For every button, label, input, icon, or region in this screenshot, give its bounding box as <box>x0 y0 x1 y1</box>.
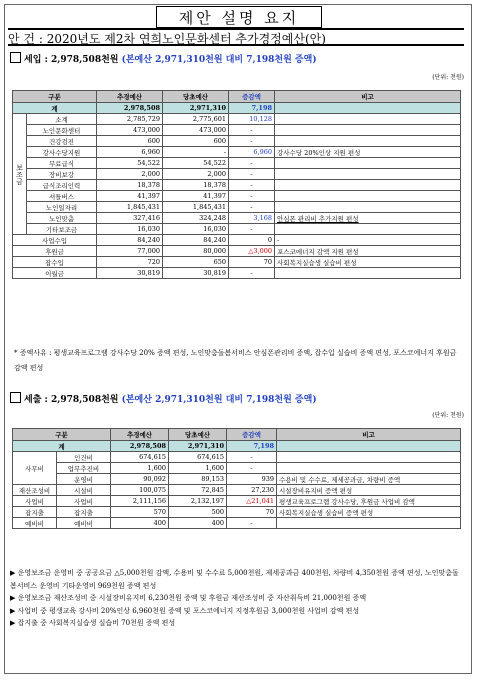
table-cell <box>275 169 461 180</box>
table-cell: 2,971,310 <box>169 441 227 452</box>
table-cell: 30,819 <box>97 268 163 279</box>
group-label: 사무비 <box>13 452 57 485</box>
column-header: 당초예산 <box>169 429 227 441</box>
table-cell: 사회복지실습생 실습비 증액 편성 <box>277 507 461 518</box>
table-cell: 16,030 <box>97 224 163 235</box>
table-cell: 10,128 <box>229 114 275 125</box>
table-cell: 674,615 <box>169 452 227 463</box>
table-header-row <box>13 429 461 441</box>
page-title: 제안 설명 요지 <box>156 6 322 28</box>
expense-heading-text: 세출 : 2,978,508천원 <box>24 395 119 405</box>
table-row <box>13 246 461 257</box>
row-label: 인건비 <box>57 452 111 463</box>
revenue-heading-text: 세입 : 2,978,508천원 <box>24 55 119 65</box>
revenue-table <box>12 90 461 279</box>
table-cell: 2,111,156 <box>111 496 169 507</box>
table-row <box>13 518 461 529</box>
table-cell: 89,153 <box>169 474 227 485</box>
column-header: 추경예산 <box>111 429 169 441</box>
table-cell <box>277 441 461 452</box>
table-cell: 70 <box>227 507 277 518</box>
row-label: 장비보강 <box>27 169 97 180</box>
table-cell: 27,230 <box>227 485 277 496</box>
table-cell: 1,600 <box>111 463 169 474</box>
table-cell <box>275 202 461 213</box>
table-row <box>13 125 461 136</box>
table-cell: 강사수당 20%인상 지원 편성 <box>275 147 461 158</box>
total-row <box>13 103 461 114</box>
table-row <box>13 114 461 125</box>
table-row <box>13 180 461 191</box>
table-cell: 674,615 <box>111 452 169 463</box>
table-cell: 1,845,431 <box>163 202 229 213</box>
table-cell: 41,397 <box>97 191 163 202</box>
table-cell: 939 <box>227 474 277 485</box>
total-label: 계 <box>13 441 111 452</box>
table-cell: - <box>229 268 275 279</box>
group-label: 보조금 <box>13 114 27 235</box>
bullet-item: ▶ 운영보조금 재산조성비 중 시설장비유지비 6,230천원 증액 및 후원금 재산조성비 중 자산취득비 21,000천원 증액 <box>10 594 367 602</box>
table-cell: 500 <box>169 507 227 518</box>
row-label: 강사수당지원 <box>27 147 97 158</box>
column-header: 추경예산 <box>97 91 163 103</box>
row-label: 소계 <box>27 114 97 125</box>
table-cell <box>275 191 461 202</box>
checkbox-icon <box>10 52 21 63</box>
column-header: 증감액 <box>227 429 277 441</box>
table-cell: 90,092 <box>111 474 169 485</box>
table-row <box>13 136 461 147</box>
revenue-heading <box>10 52 317 65</box>
group-label: 예비비 <box>13 518 57 529</box>
table-row <box>13 507 461 518</box>
row-label: 잡수입 <box>13 257 97 268</box>
table-cell <box>275 158 461 169</box>
row-label: 노인문화센터 <box>27 125 97 136</box>
table-cell: 100,075 <box>111 485 169 496</box>
table-cell: 570 <box>111 507 169 518</box>
group-label: 잡지출 <box>13 507 57 518</box>
table-cell: 720 <box>97 257 163 268</box>
table-cell: 1,845,431 <box>97 202 163 213</box>
table-cell: 16,030 <box>163 224 229 235</box>
table-cell <box>275 268 461 279</box>
table-cell: 평생교육프로그램 강사수당, 후원금 사업비 감액 <box>277 496 461 507</box>
table-cell: 6,960 <box>97 147 163 158</box>
row-label: 이월금 <box>13 268 97 279</box>
row-label: 운영비 <box>57 474 111 485</box>
bullet-item: ▶ 운영보조금 운영비 중 공공요금 △5,000천원 감액, 수용비 및 수수료 5,000천원, 제세공과금 400천원, 차량비 4,350천원 증액 편성, 노인맞춤돌봄서비스 운영비 기타운영비 969천원 증액 편성 <box>10 569 459 590</box>
table-row <box>13 191 461 202</box>
table-cell <box>275 136 461 147</box>
table-cell: - <box>229 125 275 136</box>
table-cell: 1,600 <box>169 463 227 474</box>
revenue-heading-blue: (본예산 2,971,310천원 대비 7,198천원 증액) <box>121 55 317 65</box>
row-label: 셔틀버스 <box>27 191 97 202</box>
table-row <box>13 169 461 180</box>
table-cell <box>277 518 461 529</box>
column-header: 비고 <box>277 429 461 441</box>
table-cell: - <box>229 180 275 191</box>
table-cell: 54,522 <box>163 158 229 169</box>
row-label: 건강검진 <box>27 136 97 147</box>
table-cell: 600 <box>97 136 163 147</box>
table-cell: 2,132,197 <box>169 496 227 507</box>
table-row <box>13 463 461 474</box>
table-cell <box>277 463 461 474</box>
table-cell: 6,960 <box>229 147 275 158</box>
table-row <box>13 213 461 224</box>
table-cell: 84,240 <box>163 235 229 246</box>
table-cell: 시설장비유지비 증액 편성 <box>277 485 461 496</box>
table-cell: - <box>229 169 275 180</box>
table-cell: 2,978,508 <box>97 103 163 114</box>
table-cell: 안심폰 관리비 추가지원 편성 <box>275 213 461 224</box>
revenue-unit: (단위: 천원) <box>432 74 464 81</box>
total-row <box>13 441 461 452</box>
table-cell: 수용비 및 수수료, 제세공과금, 차량비 증액 <box>277 474 461 485</box>
table-cell: 473,000 <box>97 125 163 136</box>
group-label: 재산조성비 <box>13 485 57 496</box>
bullet-item: ▶ 잡지출 중 사회복지실습생 실습비 70천원 증액 편성 <box>10 619 176 627</box>
row-label: 사업수입 <box>13 235 97 246</box>
table-cell: - <box>229 191 275 202</box>
total-label: 계 <box>13 103 97 114</box>
row-label: 시설비 <box>57 485 111 496</box>
table-cell: 324,248 <box>163 213 229 224</box>
table-row <box>13 474 461 485</box>
table-cell: △3,000 <box>229 246 275 257</box>
column-header: 증감액 <box>229 91 275 103</box>
bullet-item: ▶ 사업비 중 평생교육 강사비 20%인상 6,960천원 증액 및 포스코에너지 지정후원금 3,000천원 사업비 감액 편성 <box>10 606 360 615</box>
table-cell <box>275 125 461 136</box>
table-cell: 7,198 <box>227 441 277 452</box>
row-label: 급식조리인력 <box>27 180 97 191</box>
table-cell: 포스코에너지 감액 지원 편성 <box>275 246 461 257</box>
table-cell: - <box>229 158 275 169</box>
table-cell: - <box>229 224 275 235</box>
table-row <box>13 496 461 507</box>
table-cell: 473,000 <box>163 125 229 136</box>
row-label: 잡지출 <box>57 507 111 518</box>
table-cell <box>275 103 461 114</box>
table-header-row <box>13 91 461 103</box>
table-cell: 18,378 <box>163 180 229 191</box>
table-cell: 70 <box>229 257 275 268</box>
table-row <box>13 485 461 496</box>
row-label: 후원금 <box>13 246 97 257</box>
table-cell: - <box>227 518 277 529</box>
table-cell: 30,819 <box>163 268 229 279</box>
table-cell <box>277 452 461 463</box>
summary-bullets <box>10 567 462 630</box>
expense-heading-blue: (본예산 2,971,310천원 대비 7,198천원 증액) <box>121 395 317 405</box>
table-row <box>13 268 461 279</box>
table-cell: 2,000 <box>163 169 229 180</box>
expense-heading <box>10 392 317 405</box>
table-row <box>13 147 461 158</box>
table-cell: 327,416 <box>97 213 163 224</box>
table-cell: 18,378 <box>97 180 163 191</box>
table-cell: 400 <box>111 518 169 529</box>
table-row <box>13 224 461 235</box>
row-label: 노인일자리 <box>27 202 97 213</box>
row-label: 기타보조금 <box>27 224 97 235</box>
table-cell: 2,775,601 <box>163 114 229 125</box>
table-cell: 2,785,729 <box>97 114 163 125</box>
table-cell: 0 <box>229 235 275 246</box>
table-cell <box>275 224 461 235</box>
table-cell: 77,000 <box>97 246 163 257</box>
column-header: 구분 <box>13 91 97 103</box>
table-cell: 사회복지실습생 실습비 편성 <box>275 257 461 268</box>
table-cell: - <box>275 235 461 246</box>
table-cell: 3,168 <box>229 213 275 224</box>
table-cell: - <box>229 136 275 147</box>
table-row <box>13 257 461 268</box>
table-cell: 7,198 <box>229 103 275 114</box>
row-label: 사업비 <box>57 496 111 507</box>
table-cell: - <box>229 202 275 213</box>
agenda-text: 2020년도 제2차 연희노인문화센터 추가경정예산(안) <box>46 32 326 46</box>
table-row <box>13 202 461 213</box>
table-cell: 72,845 <box>169 485 227 496</box>
column-header: 구분 <box>13 429 111 441</box>
table-row <box>13 235 461 246</box>
table-cell <box>275 114 461 125</box>
table-row <box>13 452 461 463</box>
agenda-label: 안 건 : <box>8 32 43 46</box>
table-cell: △21,041 <box>227 496 277 507</box>
expense-table <box>12 428 461 529</box>
table-row <box>13 158 461 169</box>
row-label: 업무추진비 <box>57 463 111 474</box>
table-cell: - <box>163 147 229 158</box>
agenda-line <box>8 28 464 46</box>
row-label: 노인맞춤 <box>27 213 97 224</box>
column-header: 비고 <box>275 91 461 103</box>
table-cell: 600 <box>163 136 229 147</box>
checkbox-icon <box>10 392 21 403</box>
revenue-note: * 증액사유 : 평생교육프로그램 강사수당 20% 증액 편성, 노인맞춤돌봄서비스 안심폰관리비 증액, 잡수입 실습비 증액 편성, 포스코에너지 후원금 감액 편성 <box>14 349 457 372</box>
table-cell: - <box>227 463 277 474</box>
table-cell: - <box>227 452 277 463</box>
column-header: 당초예산 <box>163 91 229 103</box>
table-cell: 2,000 <box>97 169 163 180</box>
table-cell: 54,522 <box>97 158 163 169</box>
table-cell: 84,240 <box>97 235 163 246</box>
table-cell: 2,971,310 <box>163 103 229 114</box>
expense-unit: (단위: 천원) <box>432 412 464 419</box>
table-cell: 400 <box>169 518 227 529</box>
row-label: 예비비 <box>57 518 111 529</box>
row-label: 무료급식 <box>27 158 97 169</box>
table-cell: 650 <box>163 257 229 268</box>
table-cell: 41,397 <box>163 191 229 202</box>
table-cell: 80,000 <box>163 246 229 257</box>
table-cell: 2,978,508 <box>111 441 169 452</box>
group-label: 사업비 <box>13 496 57 507</box>
table-cell <box>275 180 461 191</box>
